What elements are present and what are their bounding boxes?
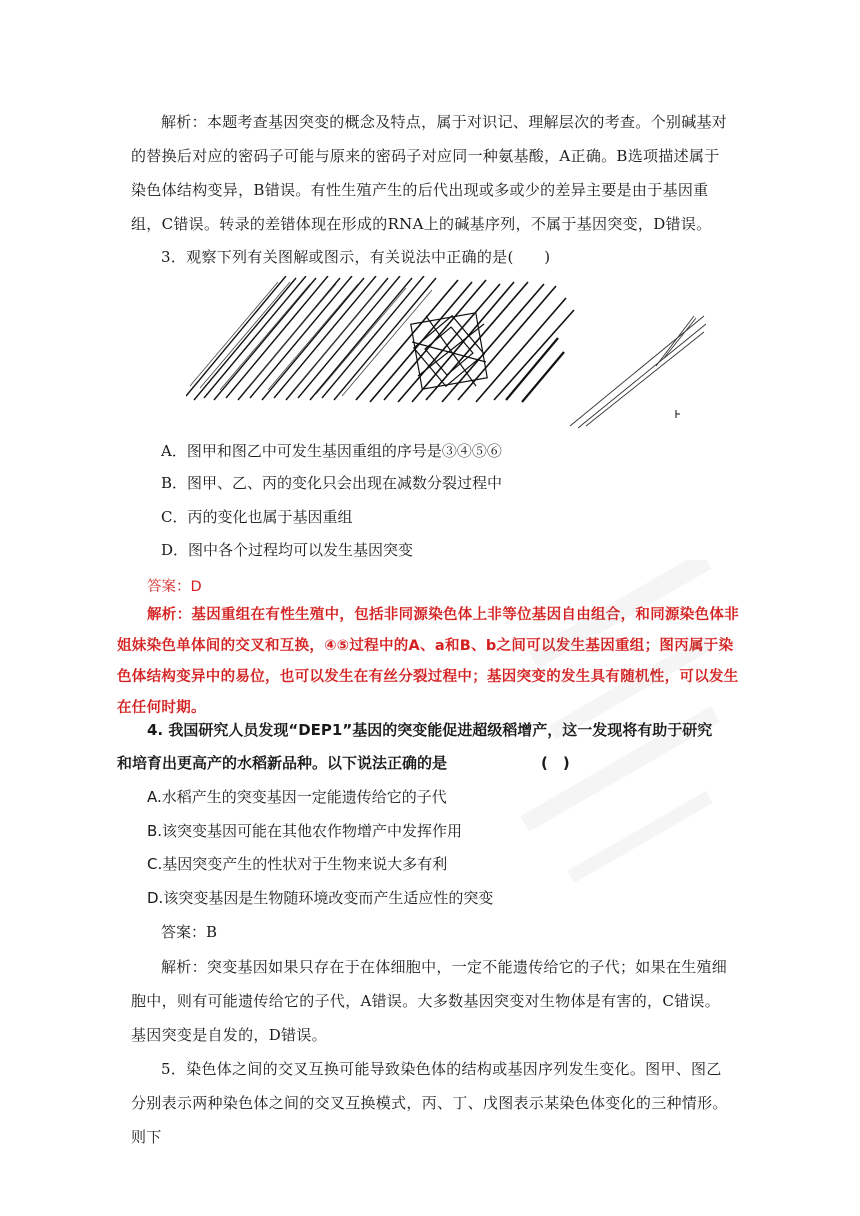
question-4-answer: 答案：B xyxy=(161,923,218,941)
question-4-stem-line2: 和培育出更高产的水稻新品种。以下说法正确的是 xyxy=(117,754,448,772)
question-3-stem: 3．观察下列有关图解或图示，有关说法中正确的是( ) xyxy=(161,248,551,266)
question-4-answer-paren: ( ) xyxy=(541,754,570,772)
question-3-figure xyxy=(186,276,706,430)
analysis-paragraph-q2: 解析：本题考查基因突变的概念及特点，属于对识记、理解层次的考查。个别碱基对的替换后对应的密码子可能与原来的密码子对应同一种氨基酸，A正确。B选项描述属于染色体结构变异，B错误。有性生殖产生的后代出现或多或少的差异主要是由于基因重组，C错误。转录的差错体现在形成的RNA上的碱基序列，不属于基因突变，D错误。 xyxy=(131,113,728,233)
question-4-option-c: C.基因突变产生的性状对于生物来说大多有利 xyxy=(147,855,448,873)
question-3-answer: 答案：D xyxy=(147,579,202,595)
question-4-option-d: D.该突变基因是生物随环境改变而产生适应性的突变 xyxy=(147,889,494,907)
question-4-option-a: A.水稻产生的突变基因一定能遗传给它的子代 xyxy=(147,788,447,806)
question-4-analysis: 解析：突变基因如果只存在于在体细胞中，一定不能遗传给它的子代；如果在生殖细胞中，则有可能遗传给它的子代，A错误。大多数基因突变对生物体是有害的，C错误。基因突变是自发的，D错误。 xyxy=(131,958,728,1044)
question-3-option-b: B．图甲、乙、丙的变化只会出现在减数分裂过程中 xyxy=(161,474,503,492)
question-3-option-c: C．丙的变化也属于基因重组 xyxy=(161,508,353,526)
question-4-option-b: B.该突变基因可能在其他农作物增产中发挥作用 xyxy=(147,822,463,840)
question-3-option-a: A．图甲和图乙中可发生基因重组的序号是③④⑤⑥ xyxy=(161,442,502,460)
question-3-analysis: 解析：基因重组在有性生殖中，包括非同源染色体上非等位基因自由组合，和同源染色体非姐妹染色单体间的交叉和互换，④⑤过程中的A、a和B、b之间可以发生基因重组；图丙属于染色体结构变异中的易位，也可以发生在有丝分裂过程中；基因突变的发生具有随机性，可以发生在任何时期。 xyxy=(117,607,739,716)
question-3-option-d: D．图中各个过程均可以发生基因突变 xyxy=(161,541,414,559)
question-5-stem: 5．染色体之间的交叉互换可能导致染色体的结构或基因序列发生变化。图甲、图乙分别表示两种染色体之间的交叉互换模式，丙、丁、戊图表示某染色体变化的三种情形。则下 xyxy=(131,1060,728,1146)
question-4-stem-line1: 4. 我国研究人员发现“DEP1”基因的突变能促进超级稻增产，这一发现将有助于研究 xyxy=(147,721,713,739)
